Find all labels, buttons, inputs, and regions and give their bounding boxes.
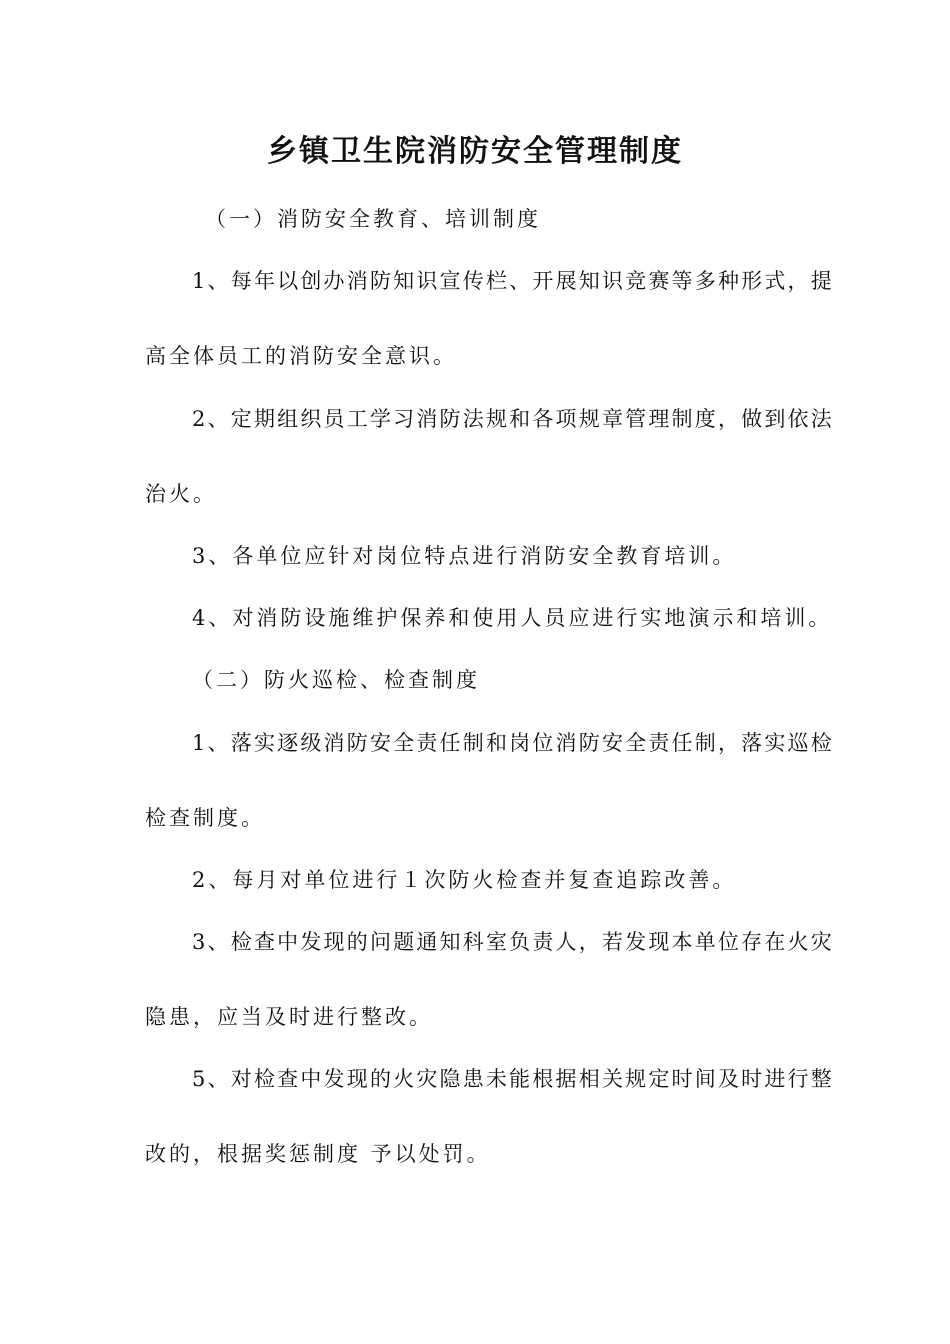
paragraph-line: 隐患，应当及时进行整改。 xyxy=(145,1005,433,1029)
paragraph-line: 4、对消防设施维护保养和使用人员应进行实地演示和培训。 xyxy=(192,606,833,630)
paragraph-line: 5、对检查中发现的火灾隐患未能根据相关规定时间及时进行整 xyxy=(192,1067,834,1091)
paragraph-line: 检查制度。 xyxy=(145,806,265,830)
paragraph-line: 2、定期组织员工学习消防法规和各项规章管理制度，做到依法 xyxy=(192,407,834,431)
paragraph-line: 3、检查中发现的问题通知科室负责人，若发现本单位存在火灾 xyxy=(192,930,834,954)
section-heading-1: （一）消防安全教育、培训制度 xyxy=(205,207,541,231)
paragraph-line: 改的，根据奖惩制度 予以处罚。 xyxy=(145,1142,491,1166)
document-title: 乡镇卫生院消防安全管理制度 xyxy=(267,134,683,169)
paragraph-line: 3、各单位应针对岗位特点进行消防安全教育培训。 xyxy=(192,544,737,568)
paragraph-line: 治火。 xyxy=(145,482,217,506)
paragraph-line: 1、落实逐级消防安全责任制和岗位消防安全责任制，落实巡检 xyxy=(192,731,834,755)
paragraph-line: 1、每年以创办消防知识宣传栏、开展知识竞赛等多种形式，提 xyxy=(192,269,834,293)
paragraph-line: 高全体员工的消防安全意识。 xyxy=(145,344,457,368)
section-heading-2: （二）防火巡检、检查制度 xyxy=(192,668,480,692)
paragraph-line: 2、每月对单位进行１次防火检查并复查追踪改善。 xyxy=(192,868,737,892)
